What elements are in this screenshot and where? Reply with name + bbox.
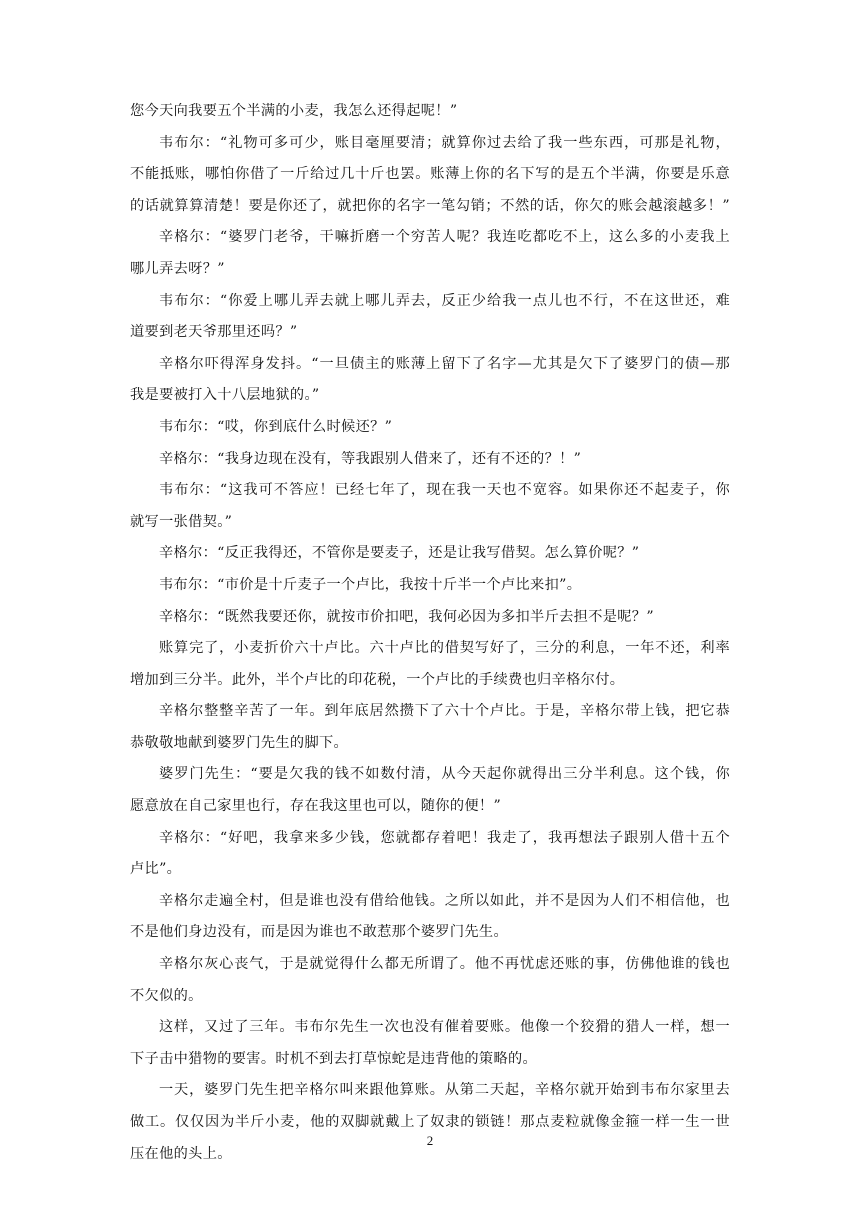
text-line: 一天，婆罗门先生把辛格尔叫来跟他算账。从第二天起，辛格尔就开始到韦布尔家里去 xyxy=(159,1082,730,1099)
text-line: 辛格尔灰心丧气，于是就觉得什么都无所谓了。他不再忧虑还账的事，仿佛他谁的钱也 xyxy=(159,956,730,973)
text-line: 韦布尔：“礼物可多可少，账目毫厘要清；就算你过去给了我一些东西，可那是礼物， xyxy=(159,134,730,151)
text-line: 哪儿弄去呀？” xyxy=(130,260,225,277)
text-line: 辛格尔：“既然我要还你，就按市价扣吧，我何必因为多扣半斤去担不是呢？” xyxy=(159,608,654,625)
text-line: 辛格尔走遍全村，但是谁也没有借给他钱。之所以如此，并不是因为人们不相信他，也 xyxy=(159,892,730,909)
text-line: 我是要被打入十八层地狱的。” xyxy=(130,387,320,404)
text-line: 下子击中猎物的要害。时机不到去打草惊蛇是违背他的策略的。 xyxy=(130,1050,538,1067)
text-line: 辛格尔吓得浑身发抖。“一旦债主的账薄上留下了名字—尤其是欠下了婆罗门的债—那 xyxy=(159,355,730,372)
text-line: 账算完了，小麦折价六十卢比。六十卢比的借契写好了，三分的利息，一年不还，利率 xyxy=(159,640,730,657)
text-line: 压在他的头上。 xyxy=(130,1145,232,1162)
text-line: 韦布尔：“你爱上哪儿弄去就上哪儿弄去，反正少给我一点儿也不行，不在这世还，难 xyxy=(159,292,730,309)
text-line: 就写一张借契。” xyxy=(130,513,233,530)
text-line: 这样，又过了三年。韦布尔先生一次也没有催着要账。他像一个狡猾的猎人一样，想一 xyxy=(159,1019,730,1036)
text-line: 增加到三分半。此外，半个卢比的印花税，一个卢比的手续费也归辛格尔付。 xyxy=(130,671,625,688)
text-line: 韦布尔：“哎，你到底什么时候还？” xyxy=(159,418,393,435)
text-line: 恭敬敬地献到婆罗门先生的脚下。 xyxy=(130,734,349,751)
page-number: 2 xyxy=(426,1133,434,1148)
text-line: 韦布尔：“市价是十斤麦子一个卢比，我按十斤半一个卢比来扣”。 xyxy=(159,576,582,593)
text-line: 辛格尔整整辛苦了一年。到年底居然攒下了六十个卢比。于是，辛格尔带上钱，把它恭 xyxy=(159,703,730,720)
text-line: 辛格尔：“婆罗门老爷，干嘛折磨一个穷苦人呢？我连吃都吃不上，这么多的小麦我上 xyxy=(159,229,730,246)
document-body xyxy=(130,96,730,1170)
text-line: 您今天向我要五个半满的小麦，我怎么还得起呢！” xyxy=(130,103,458,119)
text-line: 不能抵账，哪怕你借了一斤给过几十斤也罢。账薄上你的名下写的是五个半满，你要是乐意 xyxy=(130,166,730,183)
text-line: 的话就算算清楚！要是你还了，就把你的名字一笔勾销；不然的话，你欠的账会越滚越多！” xyxy=(130,197,730,214)
text-line: 婆罗门先生：“要是欠我的钱不如数付清，从今天起你就得出三分半利息。这个钱，你 xyxy=(159,766,730,783)
text-line: 道要到老天爷那里还吗？” xyxy=(130,324,298,341)
text-line: 不是他们身边没有，而是因为谁也不敢惹那个婆罗门先生。 xyxy=(130,924,508,941)
text-line: 做工。仅仅因为半斤小麦，他的双脚就戴上了奴隶的锁链！那点麦粒就像金箍一样一生一世 xyxy=(130,1114,730,1130)
text-line: 辛格尔：“好吧，我拿来多少钱，您就都存着吧！我走了，我再想法子跟别人借十五个 xyxy=(159,829,730,846)
text-line: 韦布尔：“这我可不答应！已经七年了，现在我一天也不宽容。如果你还不起麦子，你 xyxy=(159,482,730,499)
text-line: 辛格尔：“反正我得还，不管你是要麦子，还是让我写借契。怎么算价呢？” xyxy=(159,545,640,562)
text-line: 愿意放在自己家里也行，存在我这里也可以，随你的便！” xyxy=(130,798,502,815)
text-line: 辛格尔：“我身边现在没有，等我跟别人借来了，还有不还的？！” xyxy=(159,450,582,467)
text-line: 不欠似的。 xyxy=(130,987,203,1004)
text-line: 卢比”。 xyxy=(130,861,182,878)
